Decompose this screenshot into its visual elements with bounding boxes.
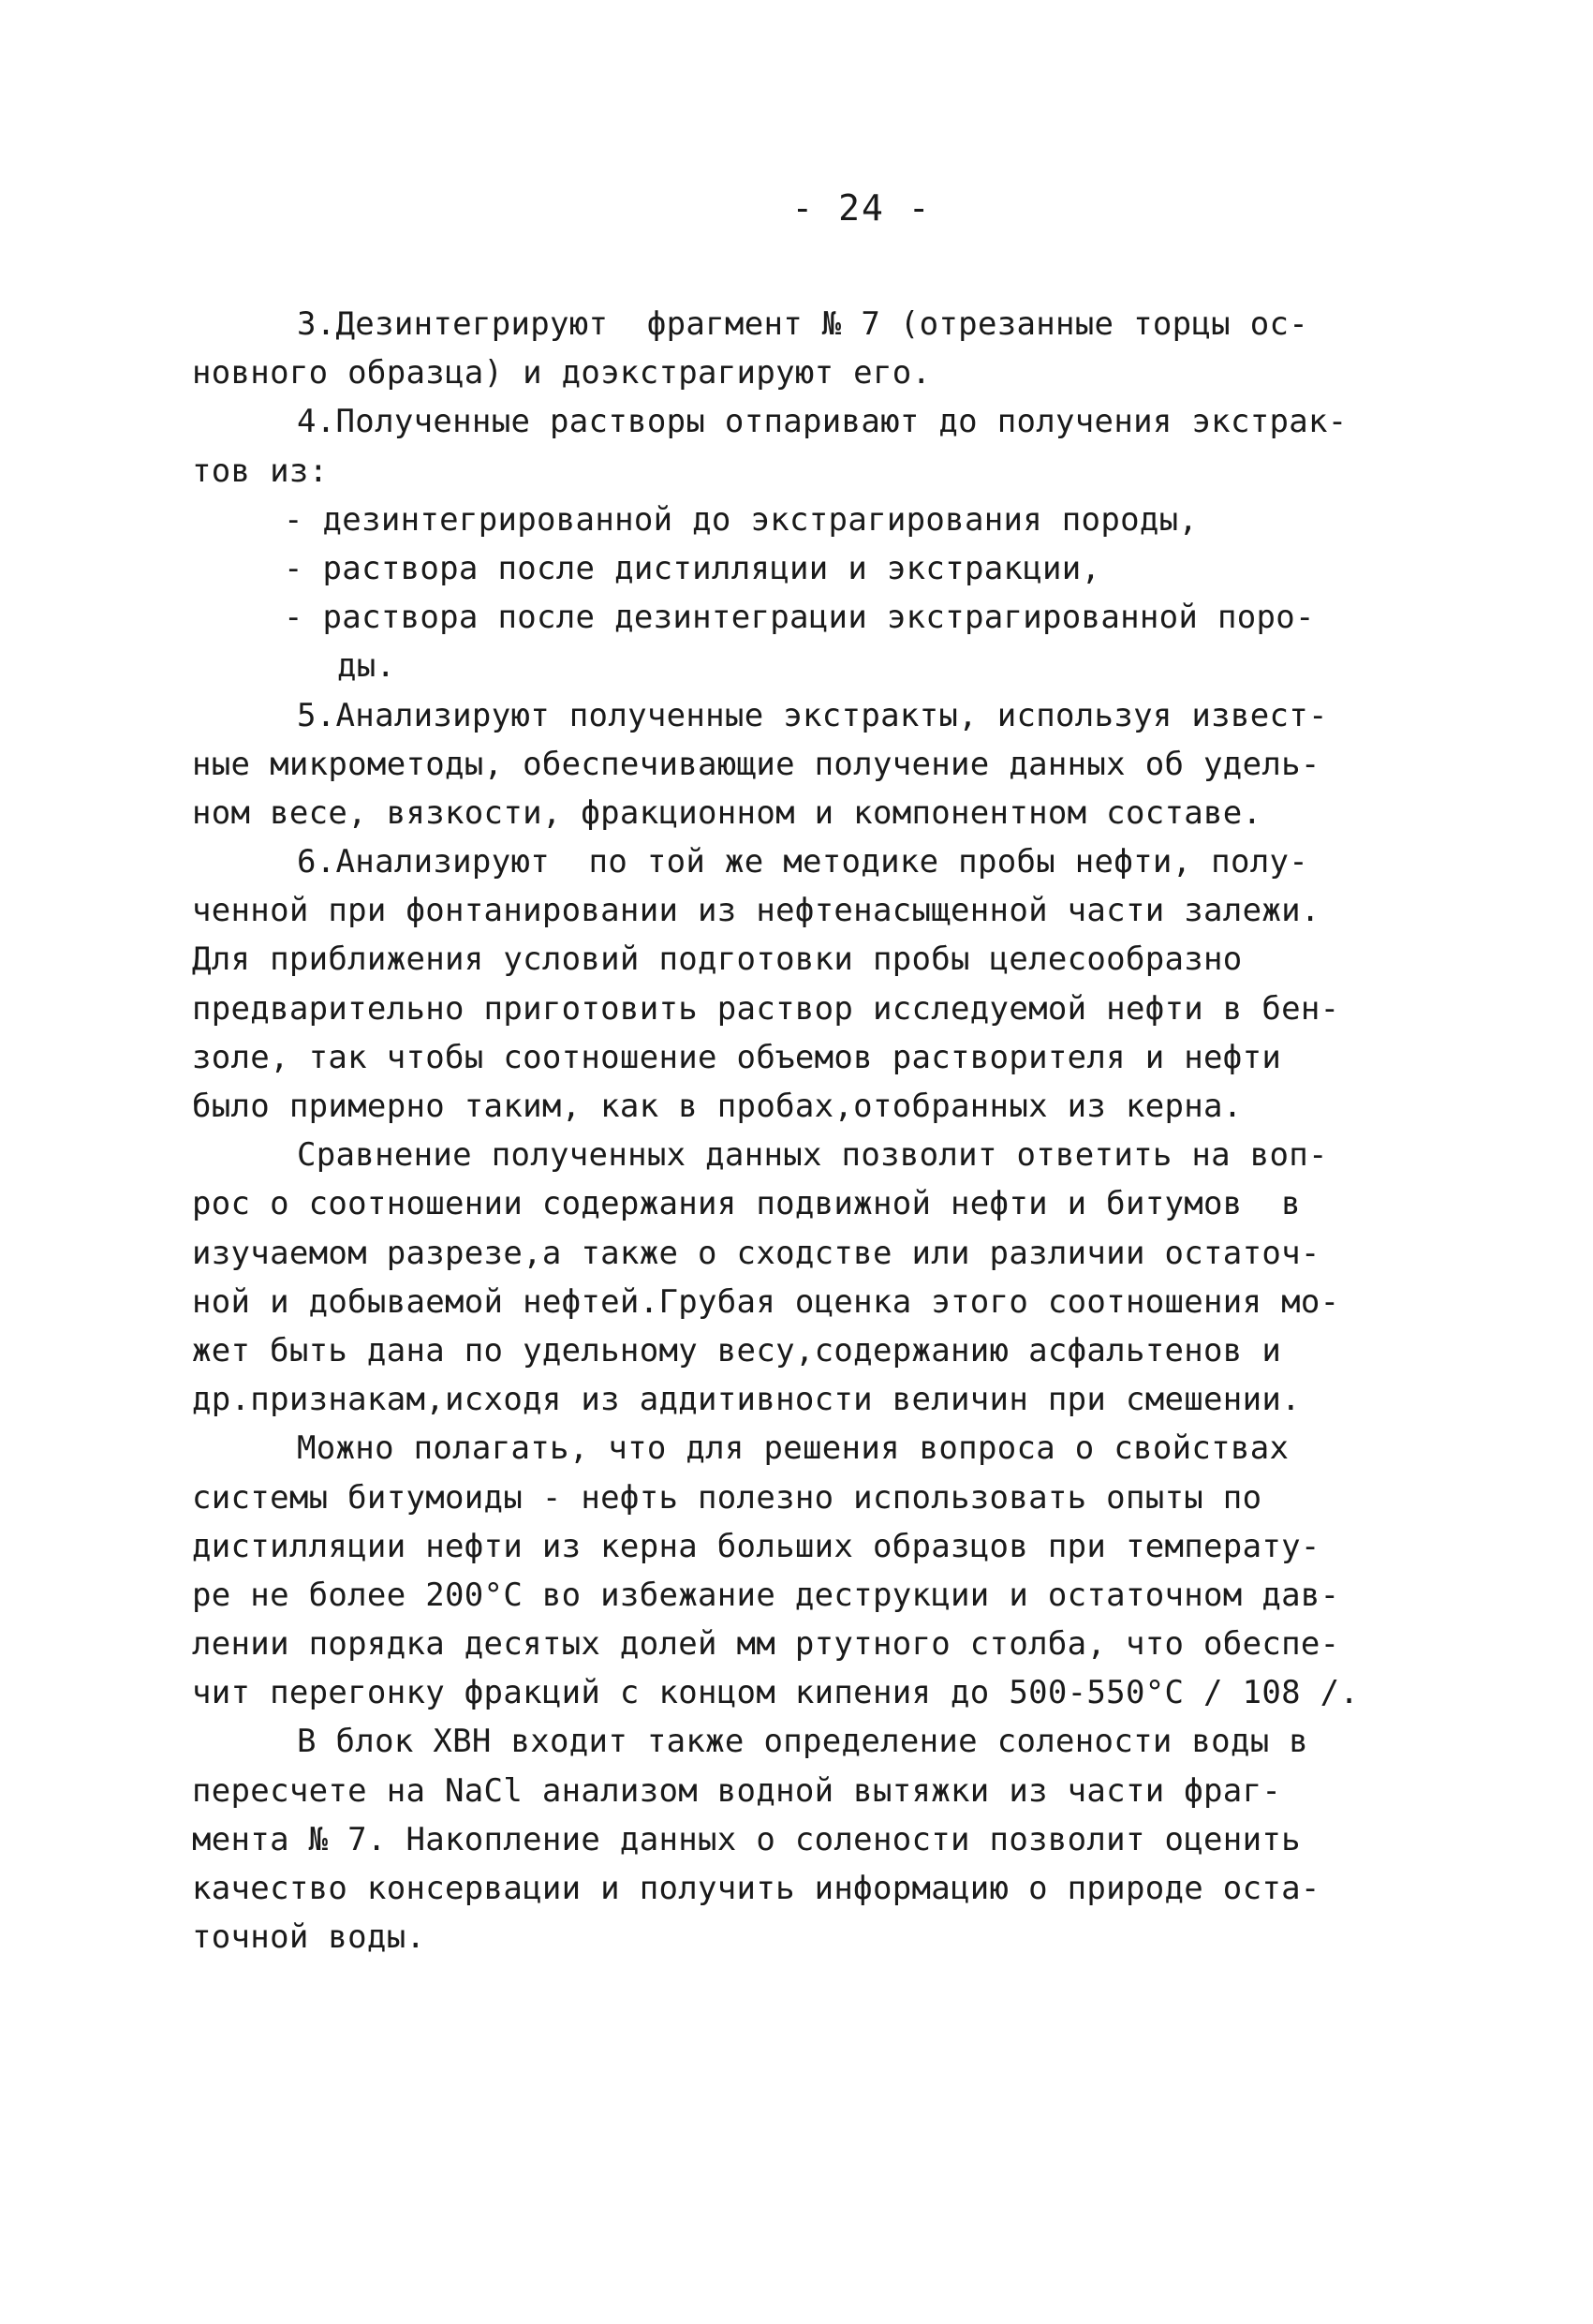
text-line: золе, так чтобы соотношение объемов растворителя и нефти bbox=[192, 1038, 1282, 1076]
text-line: 6.Анализируют по той же методике пробы нефти, полу- bbox=[297, 843, 1309, 881]
page-number: - 24 - bbox=[791, 187, 932, 229]
text-line: ном весе, вязкости, фракционном и компонентном составе. bbox=[192, 793, 1262, 832]
text-line: качество консервации и получить информацию о природе оста- bbox=[192, 1870, 1320, 1907]
text-line: изучаемом разрезе,а также о сходстве или различии остаточ- bbox=[192, 1234, 1320, 1272]
text-line: ченной при фонтанировании из нефтенасыщенной части залежи. bbox=[192, 892, 1320, 930]
text-line: точной воды. bbox=[192, 1918, 426, 1957]
text-line: 5.Анализируют полученные экстракты, используя извест- bbox=[297, 696, 1328, 734]
text-line: ре не более 200°С во избежание деструкции и остаточном дав- bbox=[192, 1576, 1340, 1614]
text-line: др.признакам,исходя из аддитивности величин при смешении. bbox=[192, 1381, 1301, 1419]
text-line: рос о соотношении содержания подвижной нефти и битумов в bbox=[192, 1185, 1301, 1223]
list-item: - раствора после дистилляции и экстракции, bbox=[284, 549, 1101, 587]
text-line: мента № 7. Накопление данных о солености позволит оценить bbox=[192, 1820, 1301, 1858]
text-line: предварительно приготовить раствор исследуемой нефти в бен- bbox=[192, 989, 1340, 1028]
text-line: жет быть дана по удельному весу,содержанию асфальтенов и bbox=[192, 1331, 1282, 1369]
text-line: ные микрометоды, обеспечивающие получение данных об удель- bbox=[192, 745, 1320, 783]
text-line: Для приближения условий подготовки пробы целесообразно bbox=[192, 940, 1243, 979]
text-line: 4.Полученные растворы отпаривают до получения экстрак- bbox=[297, 403, 1348, 441]
text-line: системы битумоиды - нефть полезно использовать опыты по bbox=[192, 1478, 1262, 1517]
text-line: пересчете на NaCl анализом водной вытяжки из части фраг- bbox=[192, 1771, 1282, 1810]
list-item: - дезинтегрированной до экстрагирования породы, bbox=[284, 500, 1199, 539]
text-line: чит перегонку фракций с концом кипения до 500-550°С / 108 /. bbox=[192, 1674, 1360, 1712]
text-line: тов из: bbox=[192, 451, 329, 490]
text-line: лении порядка десятых долей мм ртутного столба, что обеспе- bbox=[192, 1625, 1340, 1664]
text-line: ной и добываемой нефтей.Грубая оценка этого соотношения мо- bbox=[192, 1282, 1340, 1321]
text-line: дистилляции нефти из керна больших образцов при температу- bbox=[192, 1527, 1320, 1565]
text-line: новного образца) и доэкстрагируют его. bbox=[192, 354, 932, 392]
text-line: было примерно таким, как в пробах,отобранных из керна. bbox=[192, 1088, 1243, 1125]
text-line: Сравнение полученных данных позволит ответить на воп- bbox=[297, 1136, 1328, 1175]
body-text bbox=[192, 300, 1409, 1961]
list-item: - раствора после дезинтеграции экстрагированной поро- bbox=[284, 599, 1315, 637]
text-line: В блок ХВН входит также определение солености воды в bbox=[297, 1723, 1309, 1761]
text-line: Можно полагать, что для решения вопроса о свойствах bbox=[297, 1429, 1290, 1468]
text-line: ды. bbox=[337, 647, 396, 686]
text-line: З.Дезинтегрируют фрагмент № 7 (отрезанные торцы ос- bbox=[297, 305, 1309, 343]
